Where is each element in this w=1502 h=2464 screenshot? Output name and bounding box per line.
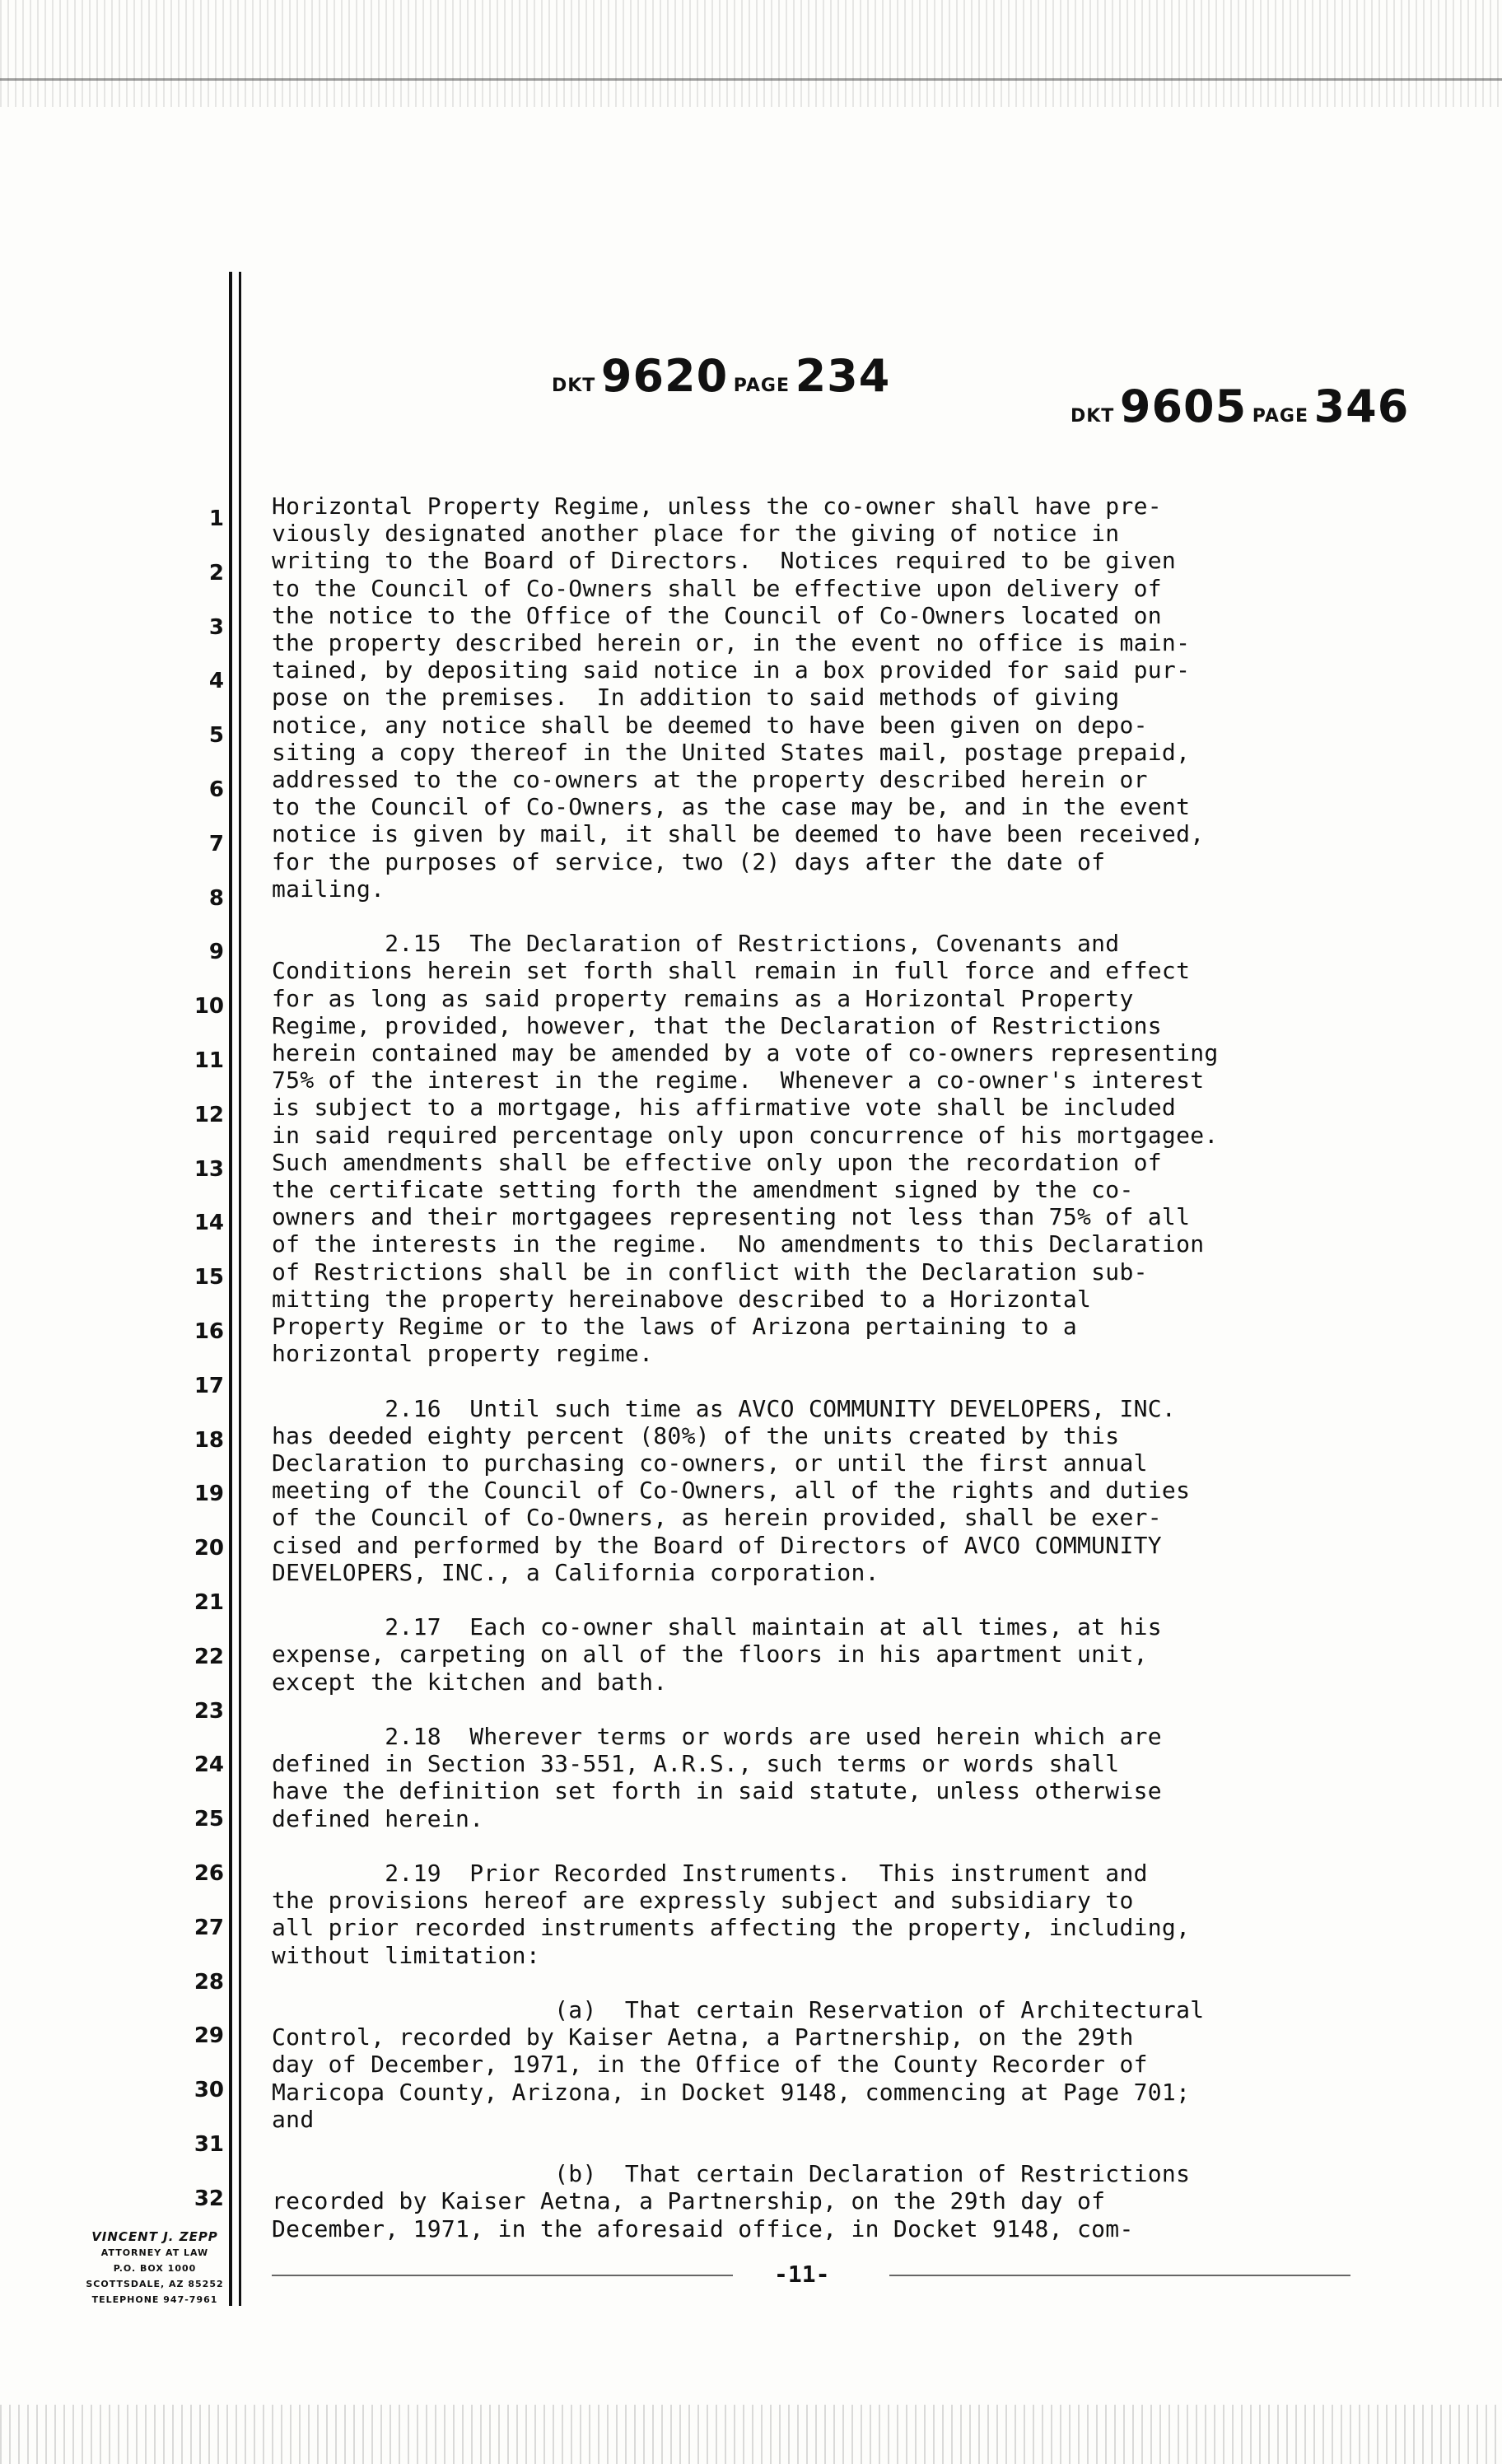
line-number: 24 [194, 1752, 224, 1778]
line-number: 4 [208, 669, 224, 694]
paragraph-gap [272, 1586, 1375, 1613]
line-number: 12 [194, 1102, 224, 1127]
text-line: have the definition set forth in said statute, unless otherwise [272, 1777, 1162, 1805]
text-line: has deeded eighty percent (80%) of the units created by this [272, 1421, 1120, 1449]
text-line: of the interests in the regime. No amendments to this Declaration [272, 1230, 1205, 1258]
margin-rule-outer [229, 272, 232, 2306]
attorney-block [72, 2229, 237, 2308]
text-line: notice is given by mail, it shall be deemed to have been received, [272, 820, 1205, 848]
attorney-phone: TELEPHONE 947-7961 [91, 2294, 218, 2305]
line-number: 9 [208, 940, 224, 965]
text-line: writing to the Board of Directors. Notices required to be given [272, 547, 1177, 575]
text-line: to the Council of Co-Owners, as the case may be, and in the event [272, 793, 1191, 821]
attorney-city: SCOTTSDALE, AZ 85252 [86, 2279, 224, 2289]
text-line: except the kitchen and bath. [272, 1668, 668, 1696]
text-line: 2.16 Until such time as AVCO COMMUNITY DEVELOPERS, INC. [272, 1394, 1177, 1422]
paragraph-p-2-17 [272, 1613, 1375, 1696]
page-number: -11- [774, 2261, 830, 2288]
text-line: is subject to a mortgage, his affirmative vote shall be included [272, 1094, 1177, 1122]
paragraph-p-b [272, 2160, 1375, 2242]
attorney-title: ATTORNEY AT LAW [100, 2247, 209, 2258]
text-line: without limitation: [272, 1941, 540, 1969]
line-number: 32 [194, 2186, 224, 2211]
line-number: 11 [194, 1048, 224, 1073]
docket-number: 9605 [1119, 380, 1248, 432]
text-line: viously designated another place for the giving of notice in [272, 520, 1120, 548]
line-number: 18 [194, 1427, 224, 1453]
line-number: 26 [194, 1861, 224, 1886]
text-line: herein contained may be amended by a vote of co-owners representing [272, 1039, 1219, 1067]
docket-page: 234 [795, 350, 891, 402]
line-number: 21 [194, 1590, 224, 1615]
line-number: 19 [194, 1482, 224, 1507]
paragraph-gap [272, 1832, 1375, 1860]
docket-label: DKT [552, 376, 596, 396]
scan-noise-bottom [0, 2405, 1502, 2464]
paragraph-gap [272, 1696, 1375, 1723]
text-line: Regime, provided, however, that the Declaration of Restrictions [272, 1011, 1162, 1039]
text-line: the notice to the Office of the Council of Co-Owners located on [272, 601, 1162, 629]
text-line: for as long as said property remains as a Horizontal Property [272, 984, 1134, 1012]
paragraph-gap [272, 1367, 1375, 1394]
text-line: Horizontal Property Regime, unless the co-owner shall have pre- [272, 492, 1162, 520]
paragraph-p-notice [272, 492, 1375, 903]
attorney-name: VINCENT J. ZEPP [91, 2229, 218, 2244]
line-number: 1 [208, 506, 224, 531]
docket-page-label: PAGE [733, 376, 790, 396]
text-line: in said required percentage only upon concurrence of his mortgagee. [272, 1121, 1219, 1149]
line-number: 5 [208, 723, 224, 749]
text-line: addressed to the co-owners at the property described herein or [272, 766, 1148, 794]
text-line: recorded by Kaiser Aetna, a Partnership, on the 29th day of [272, 2187, 1106, 2215]
text-line: 2.19 Prior Recorded Instruments. This instrument and [272, 1860, 1148, 1888]
text-line: pose on the premises. In addition to said methods of giving [272, 684, 1120, 712]
paragraph-p-2-15 [272, 930, 1375, 1367]
scan-rule-top [0, 78, 1502, 81]
docket-stamp-right [1071, 380, 1409, 432]
text-line: for the purposes of service, two (2) days after the date of [272, 847, 1106, 875]
text-line: the property described herein or, in the event no office is main- [272, 629, 1191, 657]
margin-rule-inner [239, 272, 241, 2306]
docket-label: DKT [1071, 406, 1115, 427]
text-line: 2.18 Wherever terms or words are used herein which are [272, 1723, 1162, 1751]
text-line: Conditions herein set forth shall remain in full force and effect [272, 957, 1191, 985]
footer-divider-right [889, 2275, 1350, 2276]
text-line: DEVELOPERS, INC., a California corporation. [272, 1558, 879, 1586]
text-line: the certificate setting forth the amendment signed by the co- [272, 1176, 1134, 1204]
line-number: 15 [194, 1265, 224, 1290]
document-body [272, 492, 1375, 2242]
text-line: (b) That certain Declaration of Restrictions [272, 2160, 1191, 2188]
line-number: 6 [208, 777, 224, 802]
text-line: mitting the property hereinabove described to a Horizontal [272, 1285, 1092, 1313]
line-number: 29 [194, 2023, 224, 2049]
text-line: December, 1971, in the aforesaid office, in Docket 9148, com- [272, 2214, 1134, 2242]
line-number: 2 [208, 560, 224, 586]
line-number: 25 [194, 1807, 224, 1832]
docket-stamp-left [552, 350, 890, 402]
line-number: 20 [194, 1536, 224, 1561]
line-number: 30 [194, 2078, 224, 2103]
text-line: tained, by depositing said notice in a box provided for said pur- [272, 656, 1191, 684]
line-number: 28 [194, 1969, 224, 1995]
line-number: 16 [194, 1319, 224, 1344]
text-line: mailing. [272, 875, 385, 903]
text-line: of Restrictions shall be in conflict with the Declaration sub- [272, 1258, 1148, 1286]
text-line: Maricopa County, Arizona, in Docket 9148, commencing at Page 701; [272, 2078, 1191, 2106]
text-line: to the Council of Co-Owners shall be effective upon delivery of [272, 574, 1162, 602]
paragraph-p-2-18 [272, 1723, 1375, 1832]
text-line: siting a copy thereof in the United States mail, postage prepaid, [272, 738, 1191, 766]
text-line: expense, carpeting on all of the floors in his apartment unit, [272, 1640, 1148, 1668]
text-line: of the Council of Co-Owners, as herein provided, shall be exer- [272, 1504, 1162, 1532]
text-line: Declaration to purchasing co-owners, or until the first annual [272, 1449, 1148, 1477]
line-number: 17 [194, 1373, 224, 1398]
docket-page-label: PAGE [1252, 406, 1308, 427]
text-line: notice, any notice shall be deemed to have been given on depo- [272, 711, 1148, 739]
line-number: 7 [208, 831, 224, 856]
line-number: 27 [194, 1915, 224, 1940]
line-number: 14 [194, 1211, 224, 1236]
paragraph-gap [272, 903, 1375, 930]
text-line: day of December, 1971, in the Office of the County Recorder of [272, 2051, 1148, 2079]
scan-noise-top [0, 0, 1502, 107]
text-line: defined herein. [272, 1804, 484, 1832]
text-line: defined in Section 33-551, A.R.S., such terms or words shall [272, 1750, 1120, 1778]
text-line: 2.15 The Declaration of Restrictions, Covenants and [272, 930, 1120, 958]
text-line: and [272, 2105, 315, 2133]
line-number: 22 [194, 1644, 224, 1669]
line-number: 23 [194, 1698, 224, 1724]
text-line: cised and performed by the Board of Directors of AVCO COMMUNITY [272, 1531, 1162, 1559]
paragraph-gap [272, 1969, 1375, 1996]
attorney-po-box: P.O. BOX 1000 [113, 2263, 197, 2274]
text-line: the provisions hereof are expressly subject and subsidiary to [272, 1887, 1134, 1915]
line-number: 8 [208, 885, 224, 911]
text-line: 75% of the interest in the regime. Whenever a co-owner's interest [272, 1066, 1205, 1094]
paragraph-p-a [272, 1996, 1375, 2133]
text-line: meeting of the Council of Co-Owners, all of the rights and duties [272, 1477, 1191, 1505]
text-line: Such amendments shall be effective only upon the recordation of [272, 1148, 1162, 1176]
text-line: horizontal property regime. [272, 1340, 654, 1368]
paragraph-p-2-19 [272, 1860, 1375, 1969]
paragraph-gap [272, 2133, 1375, 2160]
docket-number: 9620 [600, 350, 729, 402]
text-line: (a) That certain Reservation of Architectural [272, 1996, 1205, 2024]
footer-divider-left [272, 2275, 733, 2276]
text-line: Property Regime or to the laws of Arizona pertaining to a [272, 1313, 1077, 1341]
text-line: owners and their mortgagees representing not less than 75% of all [272, 1203, 1191, 1231]
line-number: 10 [194, 994, 224, 1020]
text-line: all prior recorded instruments affecting the property, including, [272, 1914, 1191, 1942]
line-number: 3 [208, 614, 224, 640]
line-number: 31 [194, 2132, 224, 2157]
line-number: 13 [194, 1156, 224, 1182]
text-line: 2.17 Each co-owner shall maintain at all times, at his [272, 1613, 1162, 1641]
docket-page: 346 [1313, 380, 1410, 432]
text-line: Control, recorded by Kaiser Aetna, a Partnership, on the 29th [272, 2023, 1134, 2051]
paragraph-p-2-16 [272, 1395, 1375, 1586]
